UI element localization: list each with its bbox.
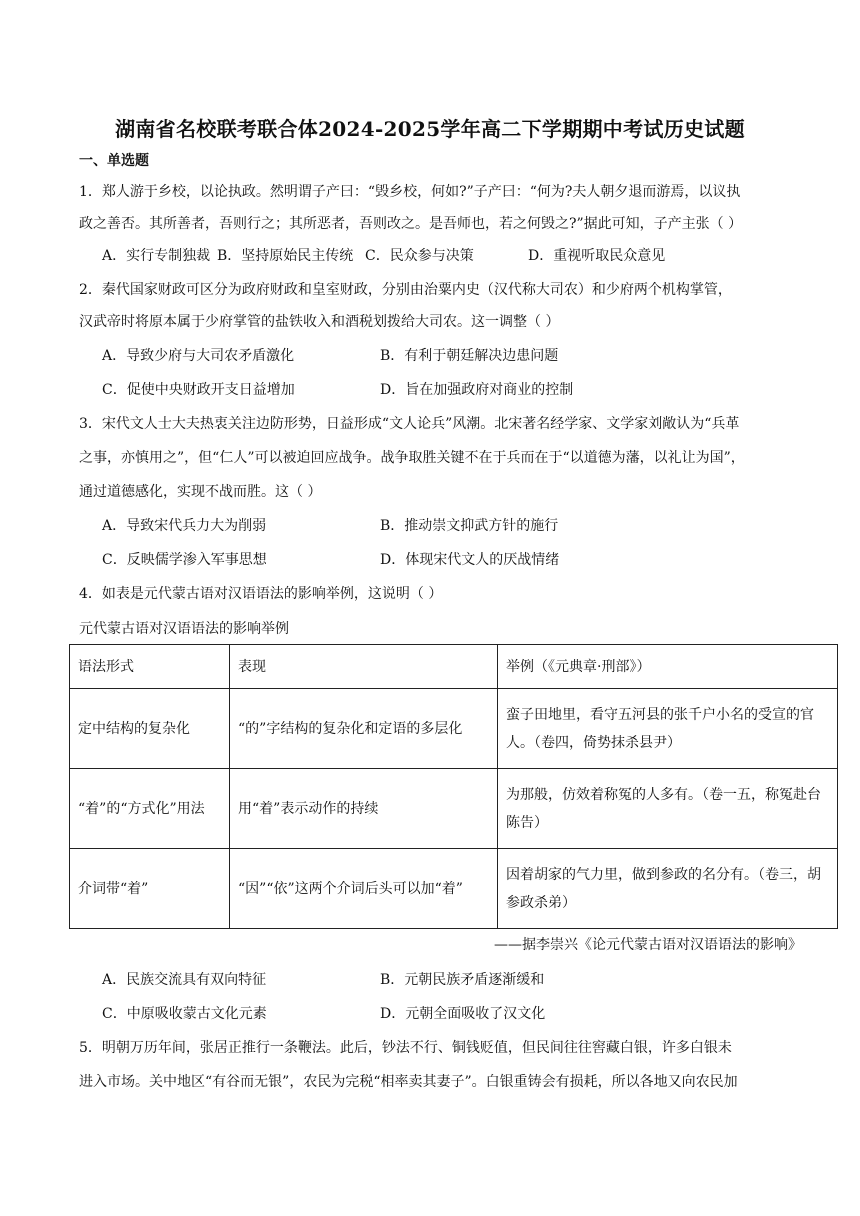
table-cell: “的”字结构的复杂化和定语的多层化 [230,689,498,769]
table-cell: “着”的“方式化”用法 [70,769,230,849]
q2-option-b: B．有利于朝廷解决边患问题 [380,348,559,364]
q3-stem-line3: 通过道德感化，实现不战而胜。这（ ） [79,484,322,500]
q4-option-b: B．元朝民族矛盾逐渐缓和 [380,972,545,988]
q5-stem-line1: 5．明朝万历年间，张居正推行一条鞭法。此后，钞法不行、铜钱贬值，但民间往往窖藏白银，许多白银未 [79,1040,732,1056]
q4-option-c: C．中原吸收蒙古文化元素 [102,1006,267,1022]
table-cell: 介词带“着” [70,849,230,929]
table-row [70,849,838,929]
q4-option-d: D．元朝全面吸收了汉文化 [380,1006,546,1022]
table-header-cell: 举例（《元典章·刑部》） [498,645,838,689]
grammar-influence-table [69,644,838,929]
table-cell: 蛮子田地里，看守五河县的张千户小名的受宣的官人。（卷四，倚势抹杀县尹） [498,689,838,769]
q2-stem-line1: 2．秦代国家财政可区分为政府财政和皇室财政，分别由治粟内史（汉代称大司农）和少府两个机构掌管， [79,282,732,298]
q5-stem-line2: 进入市场。关中地区“有谷而无银”，农民为完税“相率卖其妻子”。白银重铸会有损耗，所以各地又向农民加 [79,1074,738,1090]
table-header-cell: 语法形式 [70,645,230,689]
q2-option-c: C．促使中央财政开支日益增加 [102,382,295,398]
q3-option-a: A．导致宋代兵力大为削弱 [102,518,267,534]
q2-stem-line2: 汉武帝时将原本属于少府掌管的盐铁收入和酒税划拨给大司农。这一调整（ ） [79,314,560,330]
exam-title: 湖南省名校联考联合体2024-2025学年高二下学期期中考试历史试题 [115,117,745,141]
q4-stem-line1: 4．如表是元代蒙古语对汉语语法的影响举例，这说明（ ） [79,586,443,602]
q1-option-b: B．坚持原始民主传统 [217,248,354,264]
q1-option-d: D．重视听取民众意见 [528,248,666,264]
q3-stem-line1: 3．宋代文人士大夫热衷关注边防形势，日益形成“文人论兵”风潮。北宋著名经学家、文学家刘敞认为“兵革 [79,416,740,432]
table-cell: 定中结构的复杂化 [70,689,230,769]
q2-option-d: D．旨在加强政府对商业的控制 [380,382,574,398]
q3-stem-line2: 之事，亦慎用之”，但“仁人”可以被迫回应战争。战争取胜关键不在于兵而在于“以道德为藩，以礼让为国”， [79,450,745,466]
q2-option-a: A．导致少府与大司农矛盾激化 [102,348,295,364]
table-cell: 因着胡家的气力里，做到参政的名分有。（卷三，胡参政杀弟） [498,849,838,929]
table-caption: 元代蒙古语对汉语语法的影响举例 [79,621,289,637]
table-row [70,689,838,769]
q1-stem-line1: 1．郑人游于乡校，以论执政。然明谓子产曰：“毁乡校，何如?”子产曰：“何为?夫人朝夕退而游焉，以议执 [79,184,741,200]
table-cell: 用“着”表示动作的持续 [230,769,498,849]
q3-option-b: B．推动崇文抑武方针的施行 [380,518,559,534]
q1-option-a: A．实行专制独裁 [102,248,211,264]
q1-stem-line2: 政之善否。其所善者，吾则行之；其所恶者，吾则改之。是吾师也，若之何毁之?”据此可知，子产主张（ ） [79,216,743,232]
table-header-cell: 表现 [230,645,498,689]
q3-option-c: C．反映儒学渗入军事思想 [102,552,267,568]
table-cell: “因”“依”这两个介词后头可以加“着” [230,849,498,929]
table-cell: 为那般，仿效着称冤的人多有。（卷一五，称冤赴台陈告） [498,769,838,849]
q1-option-c: C．民众参与决策 [365,248,474,264]
table-header-row [70,645,838,689]
table-row [70,769,838,849]
section-heading: 一、单选题 [79,153,149,169]
q3-option-d: D．体现宋代文人的厌战情绪 [380,552,560,568]
table-source-citation: ——据李崇兴《论元代蒙古语对汉语语法的影响》 [494,937,802,953]
q4-option-a: A．民族交流具有双向特征 [102,972,267,988]
